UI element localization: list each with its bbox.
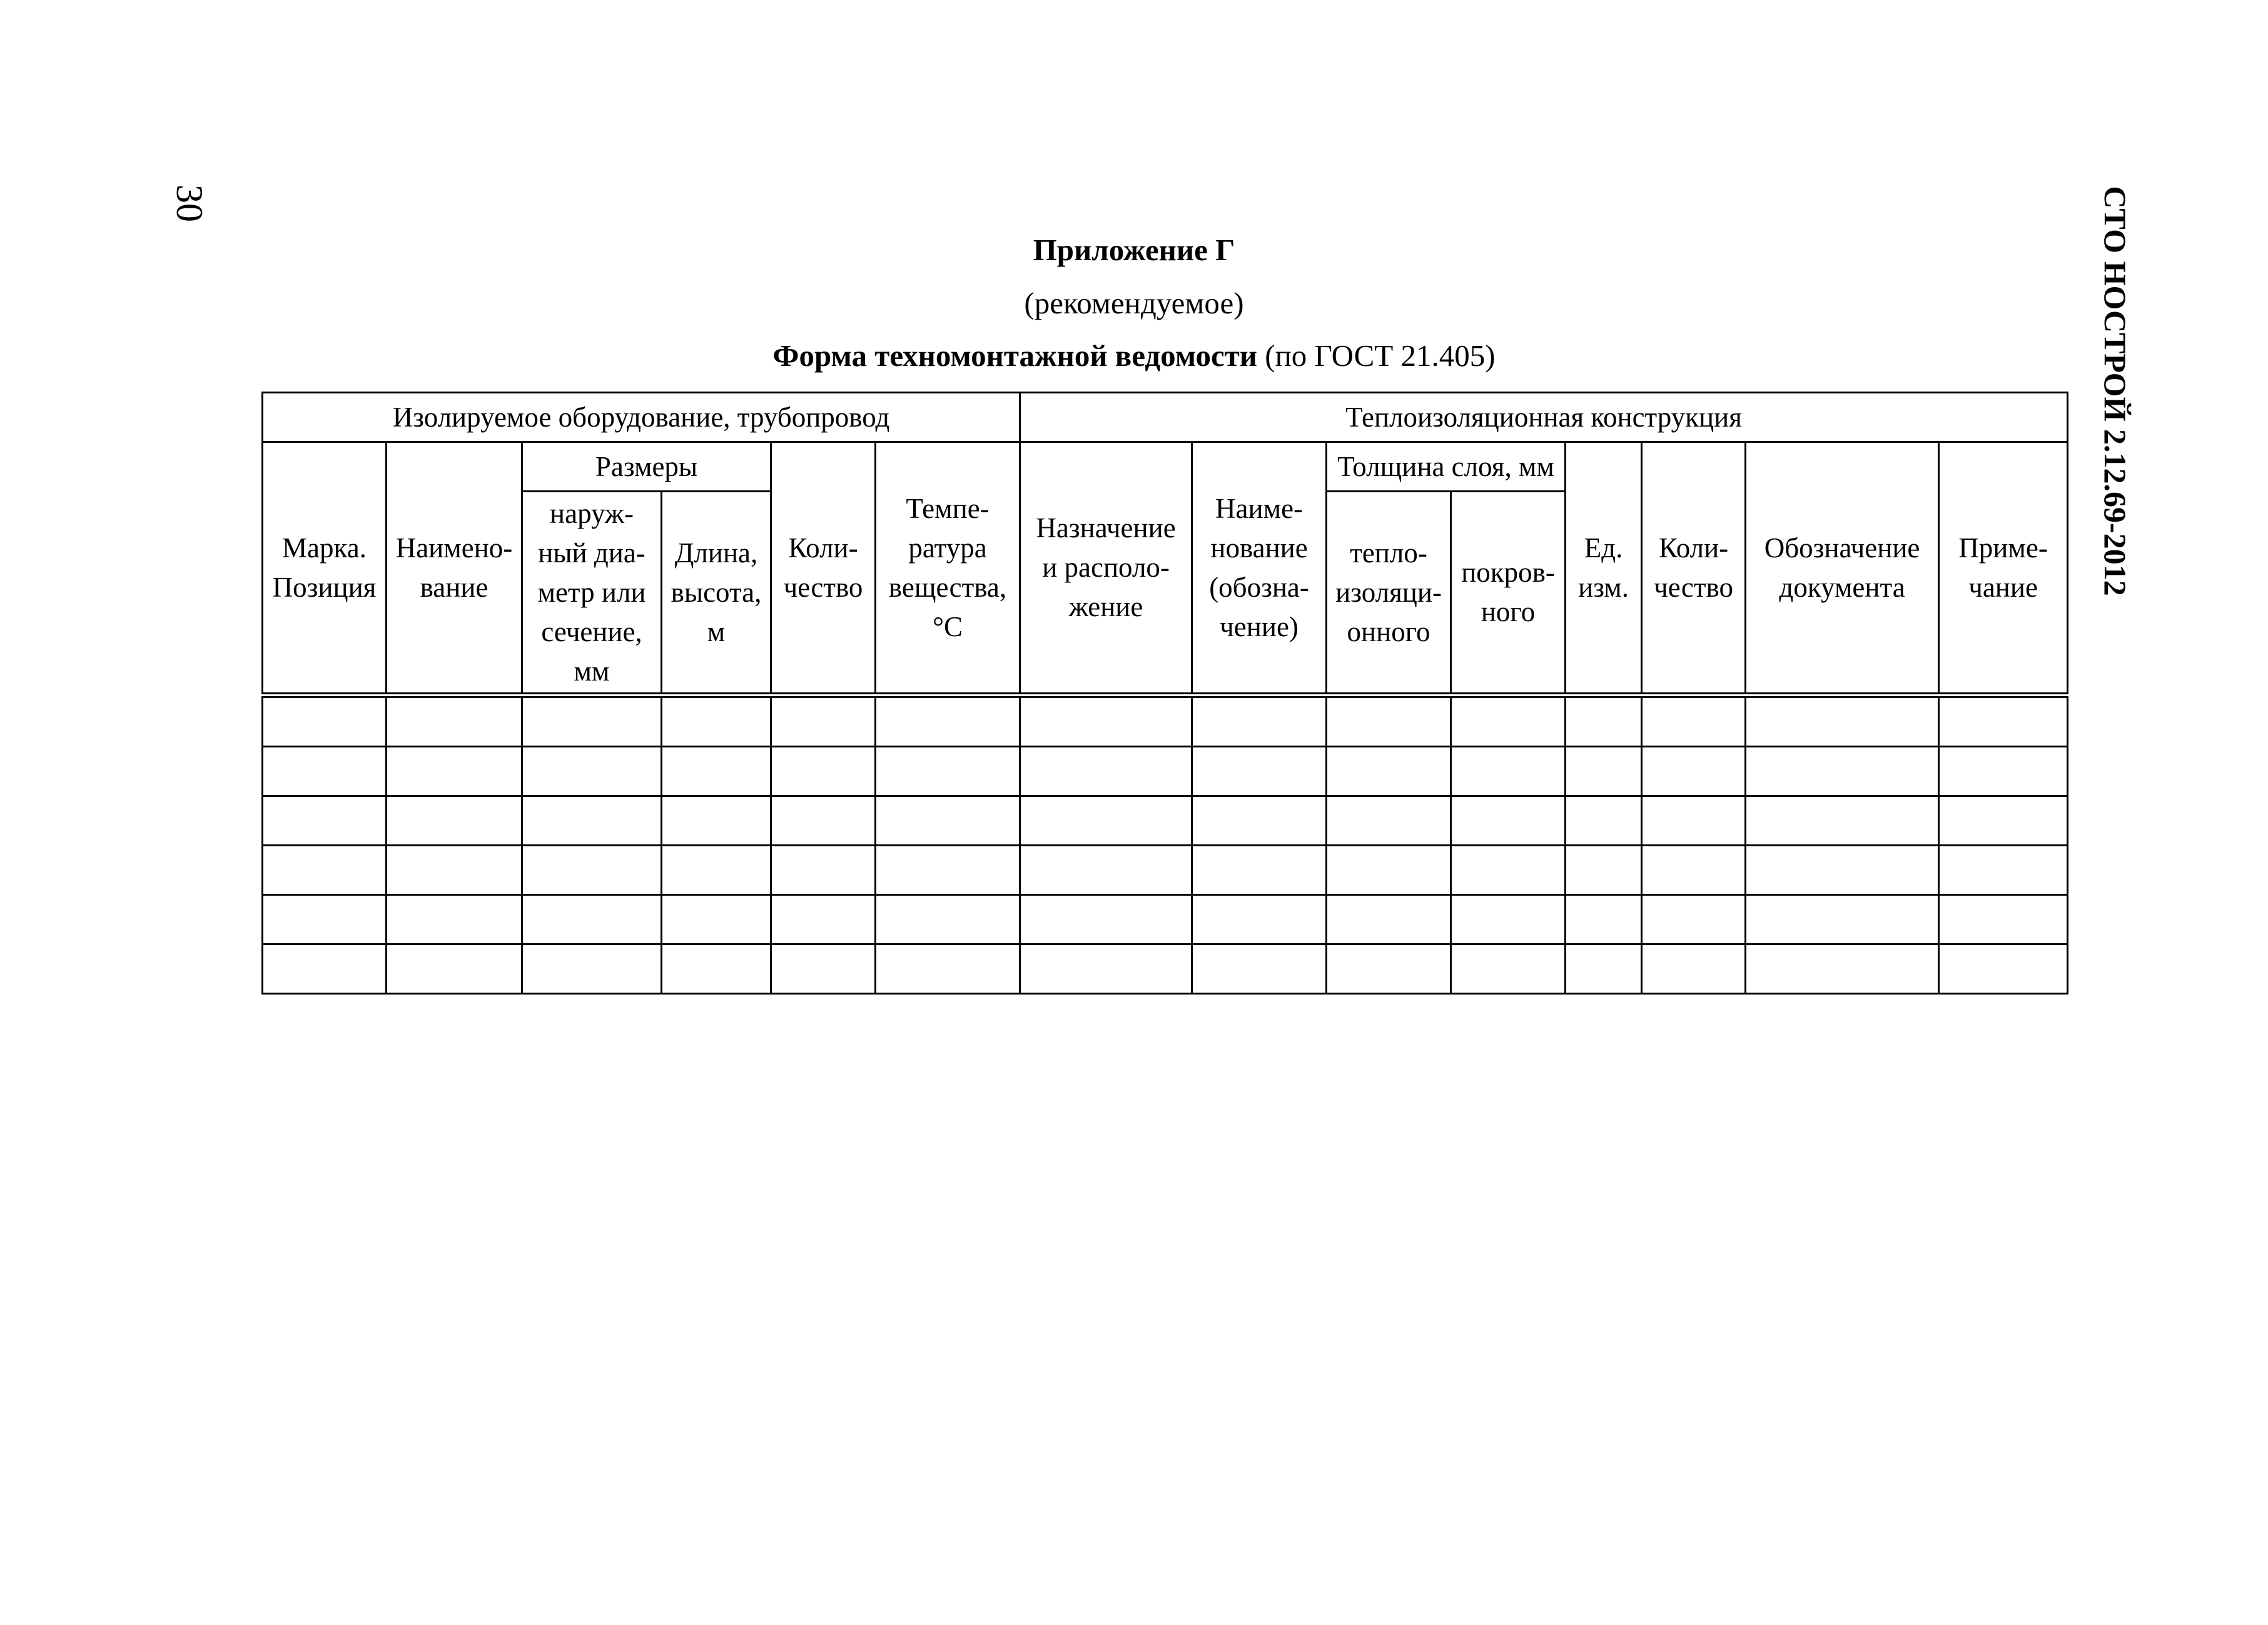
header-name: Наимено- вание	[387, 442, 522, 696]
table-cell	[387, 895, 522, 944]
table-cell	[387, 696, 522, 747]
table-cell	[1566, 895, 1642, 944]
table-cell	[771, 846, 876, 895]
table-cell	[1746, 895, 1939, 944]
table-cell	[662, 696, 771, 747]
table-cell	[1746, 846, 1939, 895]
header-length-height: Длина, высота, м	[662, 492, 771, 696]
table-cell	[1327, 944, 1451, 994]
header-layer-thickness: Толщина слоя, мм	[1327, 442, 1566, 492]
table-cell	[522, 747, 662, 796]
table-cell	[1642, 846, 1746, 895]
table-cell	[1642, 944, 1746, 994]
table-cell	[1566, 796, 1642, 846]
header-temperature: Темпе- ратура вещества, °С	[876, 442, 1020, 696]
table-cell	[876, 944, 1020, 994]
table-cell	[1192, 747, 1327, 796]
table-body	[263, 696, 2068, 994]
group-header-equipment: Изолируемое оборудование, трубопровод	[263, 393, 1020, 442]
table-cell	[1020, 846, 1192, 895]
table-cell	[876, 846, 1020, 895]
header-document-designation: Обозначение документа	[1746, 442, 1939, 696]
table-cell	[263, 696, 387, 747]
table-cell	[1642, 895, 1746, 944]
table-cell	[771, 747, 876, 796]
table-cell	[1327, 895, 1451, 944]
table-cell	[1327, 796, 1451, 846]
table-cell	[1020, 796, 1192, 846]
table-cell	[1327, 696, 1451, 747]
table-cell	[1642, 696, 1746, 747]
form-title	[0, 340, 2268, 371]
table-cell	[1451, 796, 1566, 846]
table-cell	[1746, 747, 1939, 796]
form-title-bold: Форма техномонтажной ведомости	[772, 338, 1258, 373]
table-row	[263, 747, 2068, 796]
table-cell	[1939, 747, 2068, 796]
table-row	[263, 796, 2068, 846]
form-title-reference: (по ГОСТ 21.405)	[1257, 338, 1496, 373]
table-cell	[1020, 895, 1192, 944]
table-cell	[1566, 747, 1642, 796]
document-code: СТО НОСТРОЙ 2.12.69-2012	[2098, 186, 2133, 596]
table-cell	[1327, 846, 1451, 895]
header-sizes: Размеры	[522, 442, 771, 492]
table-cell	[263, 895, 387, 944]
table-cell	[1192, 696, 1327, 747]
appendix-status: (рекомендуемое)	[1024, 286, 1244, 320]
table-cell	[771, 944, 876, 994]
table-cell	[522, 895, 662, 944]
table-cell	[522, 796, 662, 846]
table-cell	[1642, 747, 1746, 796]
table-cell	[1451, 696, 1566, 747]
table-row	[263, 895, 2068, 944]
header-outer-diameter: наруж- ный диа- метр или сечение, мм	[522, 492, 662, 696]
table-cell	[522, 846, 662, 895]
table-row	[263, 944, 2068, 994]
table-cell	[662, 846, 771, 895]
header-quantity: Коли- чество	[771, 442, 876, 696]
table-cell	[1451, 846, 1566, 895]
header-designation: Наиме- нование (обозна- чение)	[1192, 442, 1327, 696]
table-cell	[1746, 796, 1939, 846]
table-cell	[263, 846, 387, 895]
table-cell	[1327, 747, 1451, 796]
table-cell	[1939, 846, 2068, 895]
table-cell	[1566, 846, 1642, 895]
table-cell	[387, 846, 522, 895]
table-cell	[662, 747, 771, 796]
header-thermal-layer: тепло- изоляци- онного	[1327, 492, 1451, 696]
table-cell	[1451, 747, 1566, 796]
table-cell	[263, 796, 387, 846]
table-cell	[1192, 895, 1327, 944]
table-cell	[662, 796, 771, 846]
table-row	[263, 696, 2068, 747]
group-header-insulation: Теплоизоляционная конструкция	[1020, 393, 2068, 442]
table-cell	[1939, 696, 2068, 747]
table-cell	[1566, 696, 1642, 747]
table-cell	[876, 895, 1020, 944]
table-cell	[1451, 895, 1566, 944]
header-note: Приме- чание	[1939, 442, 2068, 696]
appendix-title: Приложение Г	[1033, 233, 1235, 267]
table-cell	[1939, 796, 2068, 846]
table-cell	[1192, 846, 1327, 895]
header-mark-position: Марка. Позиция	[263, 442, 387, 696]
table-cell	[1746, 944, 1939, 994]
table-cell	[522, 944, 662, 994]
table-cell	[387, 796, 522, 846]
header-cover-layer: покров- ного	[1451, 492, 1566, 696]
table-cell	[1020, 747, 1192, 796]
table-cell	[1939, 944, 2068, 994]
table-cell	[522, 696, 662, 747]
page-number: 30	[169, 185, 210, 222]
table-cell	[876, 747, 1020, 796]
table-cell	[876, 796, 1020, 846]
table-cell	[1939, 895, 2068, 944]
table-cell	[1020, 696, 1192, 747]
table-cell	[771, 696, 876, 747]
table-cell	[1746, 696, 1939, 747]
header-quantity-insulation: Коли- чество	[1642, 442, 1746, 696]
table-cell	[263, 747, 387, 796]
table-cell	[1566, 944, 1642, 994]
table-cell	[1451, 944, 1566, 994]
table-cell	[771, 796, 876, 846]
header-unit: Ед. изм.	[1566, 442, 1642, 696]
table-cell	[662, 895, 771, 944]
table-row	[263, 846, 2068, 895]
table-cell	[876, 696, 1020, 747]
table-cell	[1192, 944, 1327, 994]
table-cell	[1192, 796, 1327, 846]
table-cell	[1642, 796, 1746, 846]
header-purpose-location: Назначение и располо- жение	[1020, 442, 1192, 696]
table-cell	[1020, 944, 1192, 994]
table-cell	[263, 944, 387, 994]
table-cell	[387, 944, 522, 994]
table-cell	[387, 747, 522, 796]
technical-installation-sheet-table	[261, 392, 2068, 995]
table-cell	[771, 895, 876, 944]
table-cell	[662, 944, 771, 994]
